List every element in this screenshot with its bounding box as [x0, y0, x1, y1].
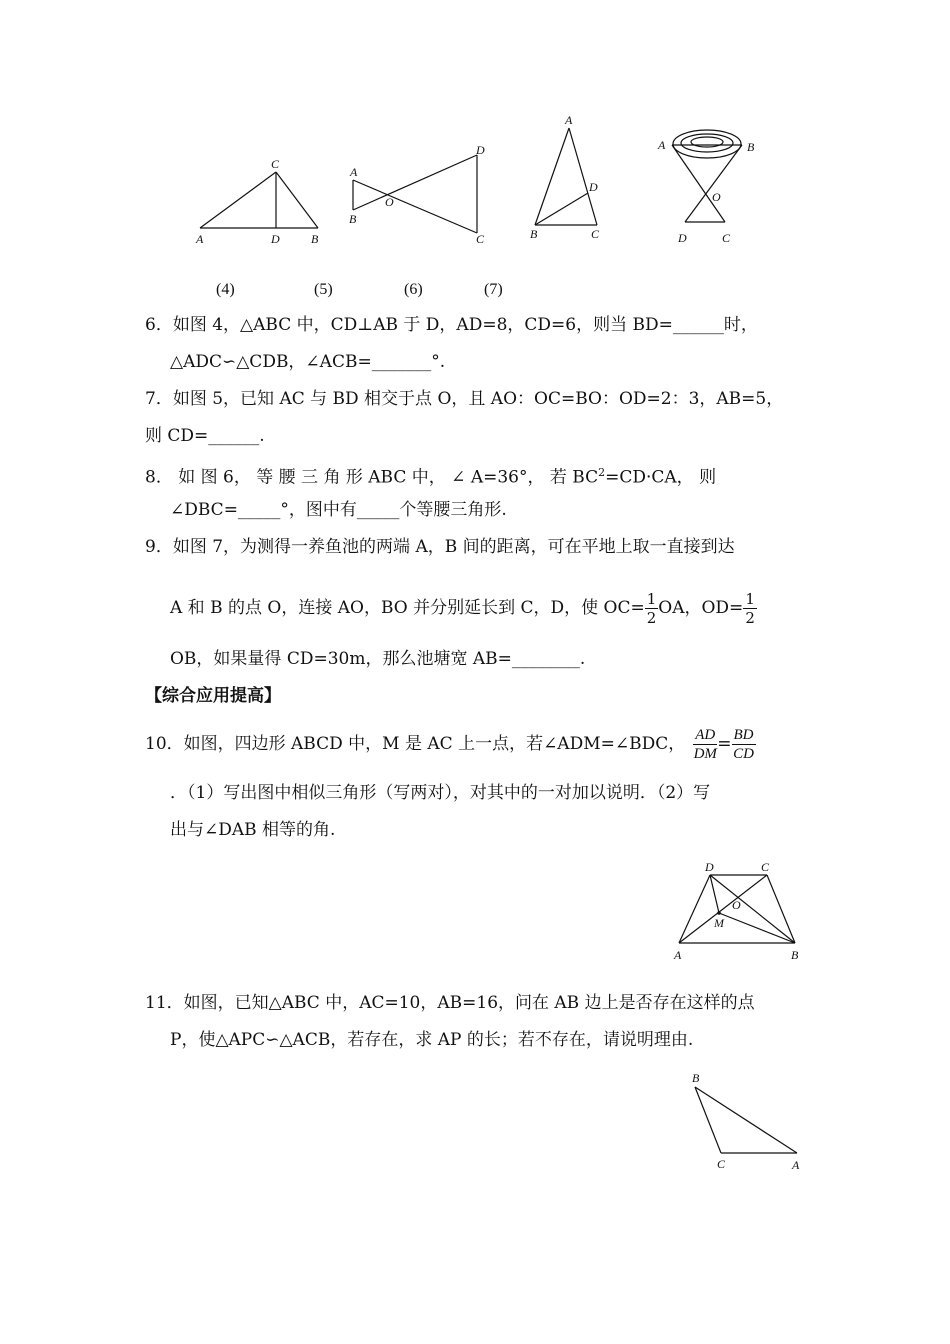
q9-line-2-a: A 和 B 的点 O，连接 AO，BO 并分别延长到 C，D，使 OC= [170, 598, 645, 618]
q10-line-3: 出与∠DAB 相等的角. [170, 820, 336, 840]
q9-fraction-2: $\frac{1}{2}$ [745, 590, 755, 627]
fig7-label-b: B [747, 140, 755, 154]
q8-line-2: ∠DBC=_____°，图中有_____个等腰三角形. [170, 500, 507, 520]
fig5-label-c: C [476, 232, 485, 246]
q8-line-1-b: =CD·CA， 则 [605, 467, 717, 488]
fig6-label-c: C [591, 227, 600, 241]
fig6-label-a: A [565, 113, 573, 127]
q10-equals: = [717, 734, 732, 754]
fig11-label-b: B [692, 1071, 700, 1085]
fig7-label-d: D [678, 231, 687, 245]
fig-caption-5: (5) [314, 281, 333, 298]
fig4-label-b: B [311, 232, 319, 246]
fig10-label-a: A [674, 948, 682, 962]
q8-superscript: 2 [598, 466, 606, 479]
q9-line-2-b: OA，OD= [658, 598, 744, 618]
fig6-label-b: B [530, 227, 538, 241]
figure-4 [190, 155, 330, 250]
fig5-label-a: A [350, 165, 358, 179]
q8-line-1-a: 8． 如 图 6， 等 腰 三 角 形 ABC 中， ∠ A=36°， 若 BC [145, 467, 599, 488]
q6-line-2: △ADC∽△CDB，∠ACB=_______°. [170, 352, 446, 372]
q9-line-2 [170, 586, 757, 630]
fig10-label-c: C [761, 860, 770, 874]
q10-fraction-1: $\frac{AD}{DM}$ [693, 727, 717, 762]
q10-line-1-text: 10．如图，四边形 ABCD 中，M 是 AC 上一点，若∠ADM=∠BDC， [145, 734, 686, 754]
fig4-label-a: A [196, 232, 204, 246]
q11-line-1: 11．如图，已知△ABC 中，AC=10，AB=16，问在 AB 边上是否存在这样的点 [145, 993, 755, 1013]
figure-10 [665, 855, 810, 965]
section-title: 【综合应用提高】 [145, 686, 281, 706]
figure-7 [650, 122, 765, 252]
q6-line-1: 6．如图 4，△ABC 中，CD⊥AB 于 D，AD=8，CD=6，则当 BD=______时， [145, 315, 758, 335]
figure-5 [340, 140, 495, 250]
fig-caption-4: (4) [216, 281, 235, 298]
fig5-label-d: D [476, 143, 485, 157]
fig7-label-o: O [712, 190, 721, 204]
fig10-label-m: M [714, 916, 724, 930]
q8-line-1 [145, 462, 716, 489]
q9-line-3: OB，如果量得 CD=30m，那么池塘宽 AB=________. [170, 649, 586, 669]
fig5-label-b: B [349, 212, 357, 226]
fig7-label-a: A [658, 138, 666, 152]
fig7-label-c: C [722, 231, 731, 245]
fig4-label-c: C [271, 157, 280, 171]
fig10-label-b: B [791, 948, 799, 962]
figure-6 [520, 110, 610, 245]
fig11-label-a: A [792, 1158, 800, 1172]
q7-line-2: 则 CD=______. [145, 426, 265, 446]
fig-caption-6: (6) [404, 281, 423, 298]
q9-fraction-1: $\frac{1}{2}$ [646, 590, 657, 627]
fig11-label-c: C [717, 1157, 726, 1171]
fig4-label-d: D [271, 232, 280, 246]
q10-line-2: ．（1）写出图中相似三角形（写两对），对其中的一对加以说明．（2）写 [170, 783, 711, 803]
q10-line-1 [145, 722, 756, 766]
q11-line-2: P，使△APC∽△ACB，若存在，求 AP 的长；若不存在，请说明理由. [170, 1030, 694, 1050]
fig-caption-7: (7) [484, 281, 503, 298]
q10-fraction-2: $\frac{BD}{CD}$ [733, 727, 754, 762]
fig10-label-o: O [732, 898, 741, 912]
figure-11 [685, 1065, 810, 1175]
fig6-label-d: D [589, 180, 598, 194]
q9-line-1: 9．如图 7，为测得一养鱼池的两端 A，B 间的距离，可在平地上取一直接到达 [145, 537, 735, 557]
q7-line-1: 7．如图 5，已知 AC 与 BD 相交于点 O，且 AO：OC=BO：OD=2：3，AB=5， [145, 389, 784, 409]
fig10-label-d: D [705, 860, 714, 874]
fig5-label-o: O [385, 195, 394, 209]
